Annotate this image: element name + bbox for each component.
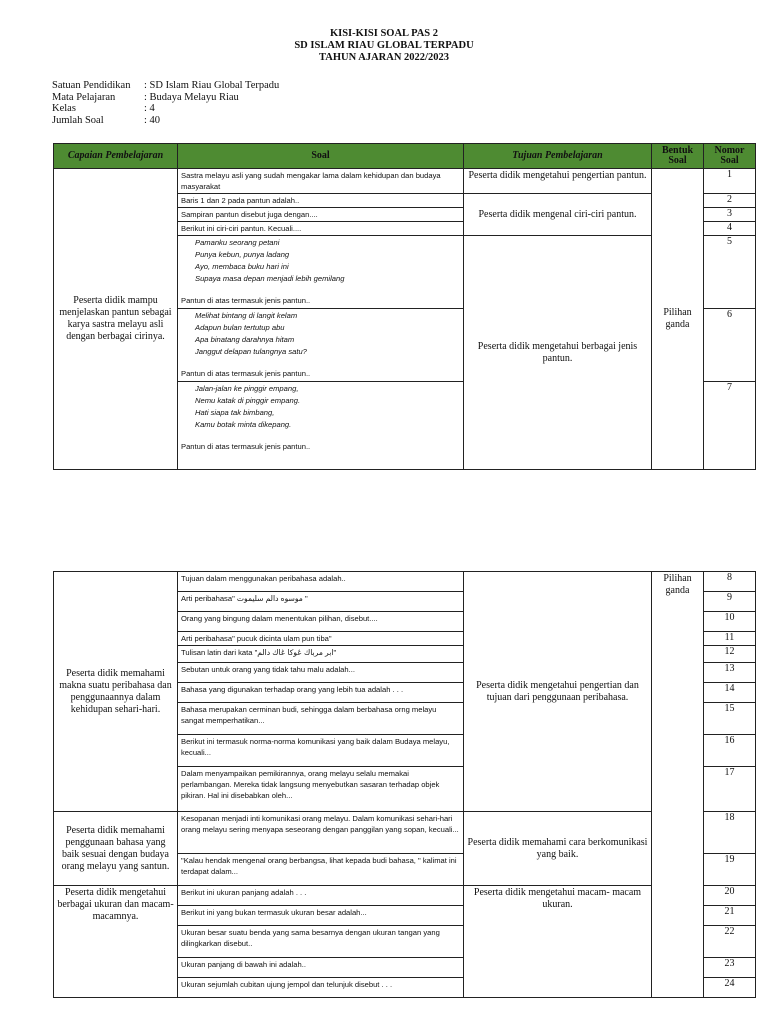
nomor-cell: 16 xyxy=(704,735,756,767)
meta-row-jumlah xyxy=(52,115,279,127)
nomor-cell: 2 xyxy=(704,194,756,208)
meta-value: : 4 xyxy=(144,103,155,115)
soal-cell: Ukuran besar suatu benda yang sama besarnya dengan ukuran tangan yang dilingkarkan disebut.. xyxy=(178,926,464,958)
nomor-cell: 18 xyxy=(704,812,756,854)
table-header-row xyxy=(54,144,756,169)
soal-cell: Bahasa merupakan cerminan budi, sehingga dalam berbahasa orng melayu sangat memperhatikan... xyxy=(178,703,464,735)
nomor-cell: 15 xyxy=(704,703,756,735)
poem-line: Pamanku seorang petani xyxy=(195,238,280,247)
soal-cell: Sebutan untuk orang yang tidak tahu malu adalah... xyxy=(178,663,464,683)
meta-label: Mata Pelajaran xyxy=(52,91,116,103)
table-row xyxy=(54,169,756,194)
soal-cell: Baris 1 dan 2 pada pantun adalah.. xyxy=(178,194,464,208)
table-row xyxy=(54,886,756,906)
soal-cell: Orang yang bingung dalam menentukan pilihan, disebut.... xyxy=(178,612,464,632)
tujuan-cell: Peserta didik memahami cara berkomunikasi yang baik. xyxy=(464,812,652,886)
poem-question: Pantun di atas termasuk jenis pantun.. xyxy=(181,369,311,378)
tujuan-cell: Peserta didik mengenal ciri-ciri pantun. xyxy=(464,194,652,236)
soal-cell: Kesopanan menjadi inti komunikasi orang melayu. Dalam komunikasi sehari-hari orang melayu sering menyapa seseorang dengan panggilan yang sopan, kecuali... xyxy=(178,812,464,854)
meta-row-kelas xyxy=(52,103,279,115)
poem-line: Adapun bulan tertutup abu xyxy=(195,323,285,332)
nomor-cell: 20 xyxy=(704,886,756,906)
soal-cell: Tujuan dalam menggunakan peribahasa adalah.. xyxy=(178,572,464,592)
soal-cell: Sampiran pantun disebut juga dengan.... xyxy=(178,208,464,222)
header-nomor: Nomor Soal xyxy=(704,144,756,169)
meta-row-mapel xyxy=(52,92,279,104)
capaian-cell: Peserta didik mampu menjelaskan pantun sebagai karya sastra melayu asli dengan berbagai cirinya. xyxy=(54,169,178,470)
nomor-cell: 4 xyxy=(704,222,756,236)
nomor-cell: 7 xyxy=(704,382,756,470)
meta-value: : SD Islam Riau Global Terpadu xyxy=(144,80,280,91)
soal-cell: Dalam menyampaikan pemikirannya, orang melayu selalu memakai perlambangan. Mereka tidak langsung menyebutkan sasaran terhadap objek pikiran. Hal ini disebabkan oleh... xyxy=(178,767,464,812)
nomor-cell: 22 xyxy=(704,926,756,958)
soal-cell: "Kalau hendak mengenal orang berbangsa, lihat kepada budi bahasa, " kalimat ini terdapat dalam... xyxy=(178,854,464,886)
table-row xyxy=(54,812,756,854)
soal-cell: Berikut ini termasuk norma-norma komunikasi yang baik dalam Budaya melayu, kecuali... xyxy=(178,735,464,767)
meta-label: Satuan Pendidikan xyxy=(52,80,131,91)
soal-cell: Ukuran panjang di bawah ini adalah.. xyxy=(178,958,464,978)
poem-line: Melihat bintang di langit kelam xyxy=(195,311,298,320)
table-row xyxy=(54,572,756,592)
poem-line: Nemu katak di pinggir empang. xyxy=(195,396,301,405)
poem-line: Apa binatang darahnya hitam xyxy=(195,335,295,344)
kisi-table-peribahasa xyxy=(53,571,756,998)
nomor-cell: 23 xyxy=(704,958,756,978)
document-title: KISI-KISI SOAL PAS 2 xyxy=(329,28,439,39)
meta-value: : 40 xyxy=(144,114,161,126)
soal-poem-cell xyxy=(178,236,464,309)
soal-cell: Arti peribahasa" موسوه دالم سليموت " xyxy=(178,592,464,612)
soal-cell: Arti peribahasa" pucuk dicinta ulam pun tiba" xyxy=(178,632,464,646)
poem-line: Jalan-jalan ke pinggir empang, xyxy=(195,384,299,393)
bentuk-cell: Pilihan ganda xyxy=(652,572,704,998)
nomor-cell: 14 xyxy=(704,683,756,703)
poem-line: Ayo, membaca buku hari ini xyxy=(195,262,289,271)
nomor-cell: 17 xyxy=(704,767,756,812)
poem-line: Hati siapa tak bimbang, xyxy=(195,408,275,417)
poem-line: Janggut delapan tulangnya satu? xyxy=(195,347,307,356)
header-bentuk: Bentuk Soal xyxy=(652,144,704,169)
poem-question: Pantun di atas termasuk jenis pantun.. xyxy=(181,296,311,305)
capaian-cell: Peserta didik memahami makna suatu peribahasa dan penggunaannya dalam kehidupan sehari-hari. xyxy=(54,572,178,812)
nomor-cell: 12 xyxy=(704,646,756,663)
tujuan-cell: Peserta didik mengetahui macam- macam ukuran. xyxy=(464,886,652,998)
meta-value: : Budaya Melayu Riau xyxy=(144,91,239,103)
meta-label: Kelas xyxy=(52,103,76,115)
poem-question: Pantun di atas termasuk jenis pantun.. xyxy=(181,442,311,451)
nomor-cell: 6 xyxy=(704,309,756,382)
soal-poem-cell xyxy=(178,309,464,382)
capaian-cell: Peserta didik mengetahui berbagai ukuran dan macam-macamnya. xyxy=(54,886,178,998)
soal-poem-cell xyxy=(178,382,464,470)
soal-cell: Sastra melayu asli yang sudah mengakar lama dalam kehidupan dan budaya masyarakat xyxy=(178,169,464,194)
soal-cell: Tulisan latin dari kata "ابر مرباك ڠوكا ڠاك دالم" xyxy=(178,646,464,663)
nomor-cell: 13 xyxy=(704,663,756,683)
poem-line: Punya kebun, punya ladang xyxy=(195,250,290,259)
soal-cell: Bahasa yang digunakan terhadap orang yang lebih tua adalah . . . xyxy=(178,683,464,703)
tujuan-cell: Peserta didik mengetahui pengertian pantun. xyxy=(464,169,652,194)
document-meta xyxy=(52,80,279,126)
nomor-cell: 5 xyxy=(704,236,756,309)
nomor-cell: 9 xyxy=(704,592,756,612)
nomor-cell: 10 xyxy=(704,612,756,632)
meta-row-satuan xyxy=(52,80,279,92)
nomor-cell: 21 xyxy=(704,906,756,926)
nomor-cell: 3 xyxy=(704,208,756,222)
school-name: SD ISLAM RIAU GLOBAL TERPADU xyxy=(294,40,474,51)
poem-line: Supaya masa depan menjadi lebih gemilang xyxy=(195,274,345,283)
poem-line: Kamu botak minta dikepang. xyxy=(195,420,292,429)
soal-cell: Berikut ini ukuran panjang adalah . . . xyxy=(178,886,464,906)
nomor-cell: 19 xyxy=(704,854,756,886)
meta-label: Jumlah Soal xyxy=(52,114,104,126)
soal-cell: Berikut ini yang bukan termasuk ukuran besar adalah... xyxy=(178,906,464,926)
nomor-cell: 1 xyxy=(704,169,756,194)
nomor-cell: 24 xyxy=(704,978,756,998)
tujuan-cell: Peserta didik mengetahui pengertian dan tujuan dari penggunaan peribahasa. xyxy=(464,572,652,812)
academic-year: TAHUN AJARAN 2022/2023 xyxy=(319,52,449,63)
capaian-cell: Peserta didik memahami penggunaan bahasa yang baik sesuai dengan budaya orang melayu yang santun. xyxy=(54,812,178,886)
nomor-cell: 11 xyxy=(704,632,756,646)
header-tujuan: Tujuan Pembelajaran xyxy=(464,144,652,169)
header-soal: Soal xyxy=(178,144,464,169)
nomor-cell: 8 xyxy=(704,572,756,592)
soal-cell: Berikut ini ciri-ciri pantun. Kecuali.... xyxy=(178,222,464,236)
tujuan-cell: Peserta didik mengetahui berbagai jenis pantun. xyxy=(464,236,652,470)
header-capaian: Capaian Pembelajaran xyxy=(54,144,178,169)
kisi-table-pantun xyxy=(53,143,756,470)
soal-cell: Ukuran sejumlah cubitan ujung jempol dan telunjuk disebut . . . xyxy=(178,978,464,998)
bentuk-cell: Pilihan ganda xyxy=(652,169,704,470)
